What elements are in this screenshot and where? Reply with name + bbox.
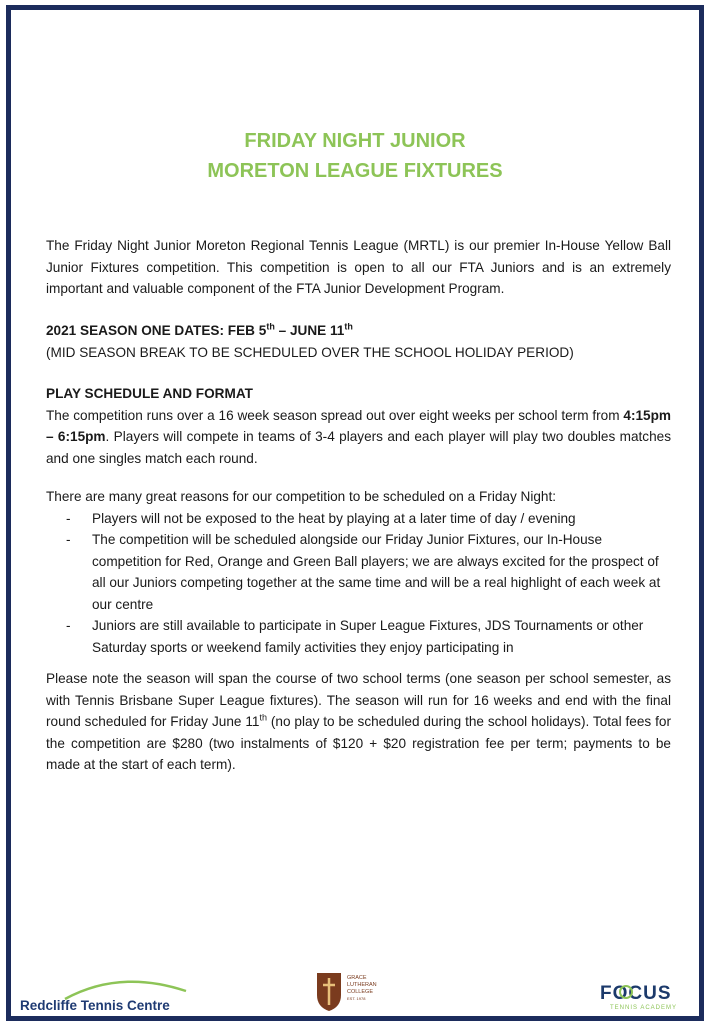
reasons-section (46, 486, 671, 658)
schedule-time: 4:15pm – 6:15pm (46, 407, 671, 444)
focus-tennis-logo (598, 975, 684, 1013)
reasons-intro: There are many great reasons for our competition to be scheduled on a Friday Night: (46, 489, 557, 504)
page-title (6, 126, 704, 186)
svg-text:FOCUS: FOCUS (600, 983, 672, 1004)
footer-logos (6, 965, 704, 1015)
season-note: (MID SEASON BREAK TO BE SCHEDULED OVER THE SCHOOL HOLIDAY PERIOD) (46, 344, 574, 360)
svg-text:COLLEGE: COLLEGE (347, 989, 373, 995)
list-item: - The competition will be scheduled alongside our Friday Junior Fixtures, our In-House competition for Red, Orange and Green Ball players; we are always excited for the prospect of all our Juniors competing together at the same time and will be a real highlight of each week at our centre (66, 532, 661, 612)
closing-paragraph (46, 668, 671, 776)
intro-text: The Friday Night Junior Moreton Regional Tennis League (MRTL) is our premier In-House Yellow Ball Junior Fixtures competition. This competition is open to all our FTA Juniors and is an extremely important and valuable component of the FTA Junior Development Program. (46, 238, 671, 296)
list-item: - Juniors are still available to participate in Super League Fixtures, JDS Tournaments or other Saturday sports or weekend family activities they enjoy participating in (66, 618, 644, 655)
redcliffe-logo (20, 975, 190, 1013)
svg-text:TENNIS ACADEMY: TENNIS ACADEMY (610, 1005, 678, 1011)
list-item: - Players will not be exposed to the heat by playing at a later time of day / evening (66, 510, 576, 526)
title-line-2: MORETON LEAGUE FIXTURES (207, 160, 503, 182)
closing-text: Please note the season will span the course of two school terms (one season per school semester, as with Tennis Brisbane Super League fixtures). The season will run for 16 weeks and end with the final round scheduled for Friday June 11th (no play to be scheduled during the school holidays). Total fees for the competition are $280 (two instalments of $120 + $20 registration fee per term; payments to be made at the start of each term). (46, 671, 671, 772)
season-section (46, 320, 671, 363)
focus-wordmark-icon (598, 975, 684, 1013)
school-crest-icon (313, 969, 383, 1013)
intro-paragraph (46, 235, 671, 300)
svg-text:LUTHERAN: LUTHERAN (347, 982, 377, 988)
reasons-list (46, 508, 671, 659)
schedule-text: The competition runs over a 16 week season spread out over eight weeks per school term from 4:15pm – 6:15pm. Players will compete in teams of 3-4 players and each player will play two doubles matches and one singles match each round. (46, 407, 671, 466)
document-page (6, 5, 704, 1021)
redcliffe-name: Redcliffe Tennis Centre (20, 998, 170, 1013)
season-heading: 2021 SEASON ONE DATES: FEB 5th – JUNE 11th (46, 321, 353, 338)
title-line-1: FRIDAY NIGHT JUNIOR (244, 130, 466, 152)
schedule-heading: PLAY SCHEDULE AND FORMAT (46, 386, 253, 401)
grace-lutheran-logo (313, 969, 383, 1013)
svg-text:EST. 1978: EST. 1978 (347, 996, 366, 1001)
schedule-section (46, 383, 671, 469)
svg-text:GRACE: GRACE (347, 975, 367, 981)
